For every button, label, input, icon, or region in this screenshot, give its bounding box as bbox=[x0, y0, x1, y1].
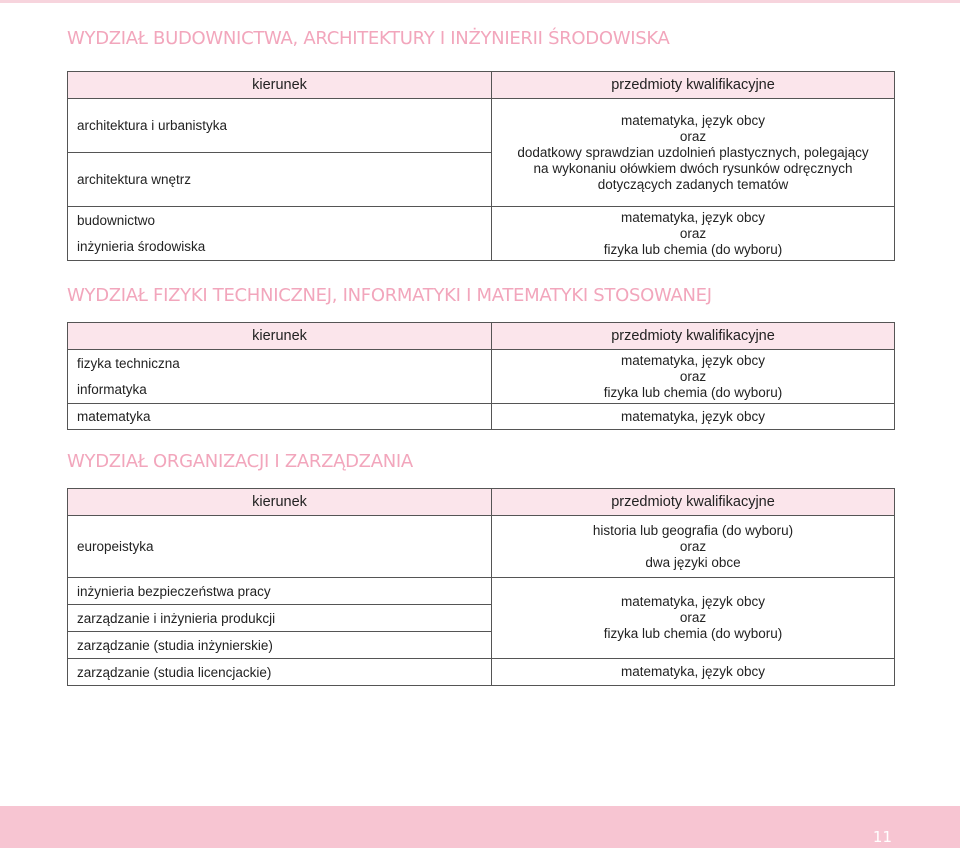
header-kierunek: kierunek bbox=[68, 489, 492, 516]
header-przedmioty: przedmioty kwalifikacyjne bbox=[492, 72, 895, 99]
przedmioty-line: historia lub geografia (do wyboru) bbox=[592, 522, 794, 538]
przedmioty-line: matematyka, język obcy bbox=[620, 112, 766, 128]
kierunek-cell bbox=[68, 350, 492, 404]
section-heading-budownictwa: WYDZIAŁ BUDOWNICTWA, ARCHITEKTURY I INŻYNIERII ŚRODOWISKA bbox=[67, 28, 670, 49]
przedmioty-line: matematyka, język obcy bbox=[620, 594, 766, 609]
przedmioty-line: oraz bbox=[679, 538, 707, 554]
kierunek-cell: matematyka bbox=[68, 404, 492, 430]
przedmioty-cell: matematyka, język obcy bbox=[492, 659, 895, 686]
section-heading-fizyki: WYDZIAŁ FIZYKI TECHNICZNEJ, INFORMATYKI I MATEMATYKI STOSOWANEJ bbox=[67, 285, 712, 306]
przedmioty-line: dotyczących zadanych tematów bbox=[597, 176, 789, 192]
przedmioty-cell bbox=[492, 350, 895, 404]
kierunek-line: budownictwo bbox=[77, 212, 156, 228]
header-kierunek: kierunek bbox=[68, 72, 492, 99]
przedmioty-line: oraz bbox=[679, 610, 707, 625]
przedmioty-line: fizyka lub chemia (do wyboru) bbox=[603, 626, 783, 641]
section-heading-organizacji: WYDZIAŁ ORGANIZACJI I ZARZĄDZANIA bbox=[67, 451, 413, 472]
przedmioty-cell bbox=[492, 516, 895, 578]
przedmioty-line: dwa języki obce bbox=[645, 554, 741, 570]
kierunek-cell: architektura wnętrz bbox=[68, 153, 492, 207]
top-accent-line bbox=[0, 0, 960, 3]
header-przedmioty: przedmioty kwalifikacyjne bbox=[492, 489, 895, 516]
kierunek-cell: inżynieria bezpieczeństwa pracy bbox=[68, 578, 492, 605]
przedmioty-cell: matematyka, język obcy bbox=[492, 404, 895, 430]
table-organizacji bbox=[67, 488, 895, 686]
przedmioty-line: fizyka lub chemia (do wyboru) bbox=[603, 241, 783, 257]
przedmioty-cell bbox=[492, 578, 895, 659]
przedmioty-line: oraz bbox=[679, 225, 707, 241]
table-fizyki bbox=[67, 322, 895, 430]
table-budownictwa bbox=[67, 71, 895, 261]
przedmioty-line: oraz bbox=[679, 368, 707, 384]
przedmioty-cell bbox=[492, 207, 895, 261]
przedmioty-line: matematyka, język obcy bbox=[620, 209, 766, 225]
kierunek-line: inżynieria środowiska bbox=[77, 238, 206, 254]
przedmioty-line: matematyka, język obcy bbox=[620, 352, 766, 368]
kierunek-cell: architektura i urbanistyka bbox=[68, 99, 492, 153]
header-przedmioty: przedmioty kwalifikacyjne bbox=[492, 323, 895, 350]
przedmioty-line: dodatkowy sprawdzian uzdolnień plastycznych, polegający bbox=[517, 144, 869, 160]
kierunek-cell bbox=[68, 207, 492, 261]
page-number: 11 bbox=[872, 828, 892, 846]
przedmioty-line: fizyka lub chemia (do wyboru) bbox=[603, 384, 783, 400]
przedmioty-cell bbox=[492, 99, 895, 207]
kierunek-cell: zarządzanie i inżynieria produkcji bbox=[68, 605, 492, 632]
kierunek-cell: zarządzanie (studia licencjackie) bbox=[68, 659, 492, 686]
kierunek-cell: europeistyka bbox=[68, 516, 492, 578]
przedmioty-line: oraz bbox=[679, 128, 707, 144]
header-kierunek: kierunek bbox=[68, 323, 492, 350]
footer-bar bbox=[0, 806, 960, 848]
przedmioty-line: na wykonaniu ołówkiem dwóch rysunków odręcznych bbox=[533, 160, 853, 176]
kierunek-line: fizyka techniczna bbox=[77, 355, 180, 371]
kierunek-cell: zarządzanie (studia inżynierskie) bbox=[68, 632, 492, 659]
kierunek-line: informatyka bbox=[77, 381, 147, 397]
